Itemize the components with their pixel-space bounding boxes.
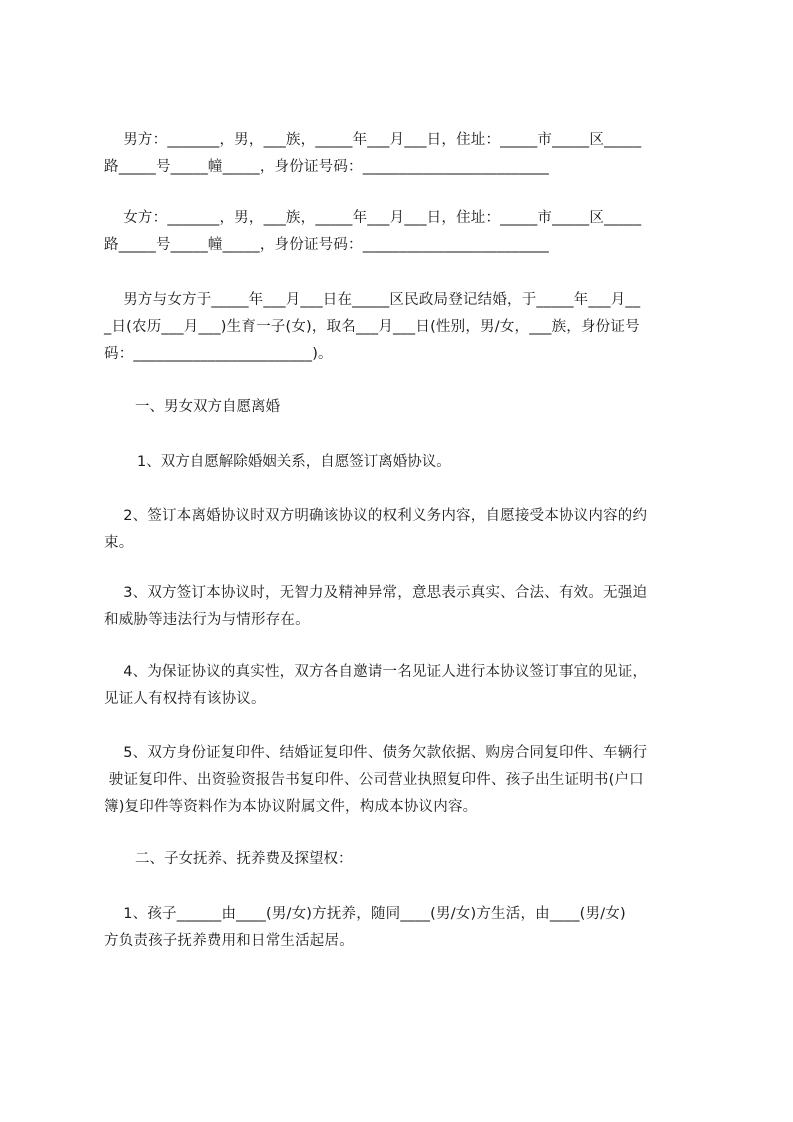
section-1-heading: 一、男女双方自愿离婚 [135, 399, 280, 415]
section-1-item-2-line-2: 束。 [104, 535, 134, 551]
section-1-item-5-line-1: 5、双方身份证复印件、结婚证复印件、债务欠款依据、购房合同复印件、车辆行 [104, 745, 648, 761]
section-2-item-1 [104, 901, 704, 955]
section-1-item-5 [104, 740, 704, 821]
section-1-item-4-line-1: 4、为保证协议的真实性，双方各自邀请一名见证人进行本协议签订事宜的见证， [104, 664, 648, 680]
marriage-info-paragraph [104, 287, 704, 368]
section-2-heading: 二、子女抚养、抚养费及探望权： [135, 851, 353, 867]
section-1-item-4 [104, 659, 704, 713]
section-2-item-1-line-1: 1、孩子______由____(男/女)方抚养，随同____(男/女)方生活，由____(男/女) [104, 906, 626, 922]
party-female-line-1: 女方：_______，男，___族，_____年___月___日，住址：_____市_____区_____ [104, 210, 642, 226]
party-male-line-2: 路_____号_____幢_____，身份证号码：_________________________ [104, 159, 549, 175]
party-female-paragraph [104, 205, 704, 259]
section-1-item-3-line-2: 和威胁等违法行为与情形存在。 [104, 612, 310, 628]
section-1-item-3-line-1: 3、双方签订本协议时，无智力及精神异常，意思表示真实、合法、有效。无强迫 [104, 585, 648, 601]
section-1-item-2 [104, 503, 704, 557]
section-1-item-3 [104, 580, 704, 634]
section-1-item-2-line-1: 2、签订本离婚协议时双方明确该协议的权利义务内容，自愿接受本协议内容的约 [104, 508, 648, 524]
party-male-paragraph [104, 127, 704, 181]
section-2-item-1-line-2: 方负责孩子抚养费用和日常生活起居。 [104, 933, 354, 949]
section-1-item-4-line-2: 见证人有权持有该协议。 [104, 691, 266, 707]
section-1-item-1: 1、双方自愿解除婚姻关系，自愿签订离婚协议。 [137, 454, 451, 470]
marriage-info-line-2: _日(农历___月___)生育一子(女)，取名___月___日(性别，男/女，___族，身份证号 [104, 319, 640, 335]
section-1-item-5-line-2: 驶证复印件、出资验资报告书复印件、公司营业执照复印件、孩子出生证明书(户口 [104, 772, 644, 788]
marriage-info-line-1: 男方与女方于_____年___月___日在_____区民政局登记结婚，于_____年___月__ [104, 292, 641, 308]
party-female-line-2: 路_____号_____幢_____，身份证号码：_________________________ [104, 237, 549, 253]
marriage-info-line-3: 码：________________________)。 [104, 346, 333, 362]
party-male-line-1: 男方：_______，男，___族，_____年___月___日，住址：_____市_____区_____ [104, 132, 642, 148]
section-1-item-5-line-3: 簿)复印件等资料作为本协议附属文件，构成本协议内容。 [104, 799, 478, 815]
